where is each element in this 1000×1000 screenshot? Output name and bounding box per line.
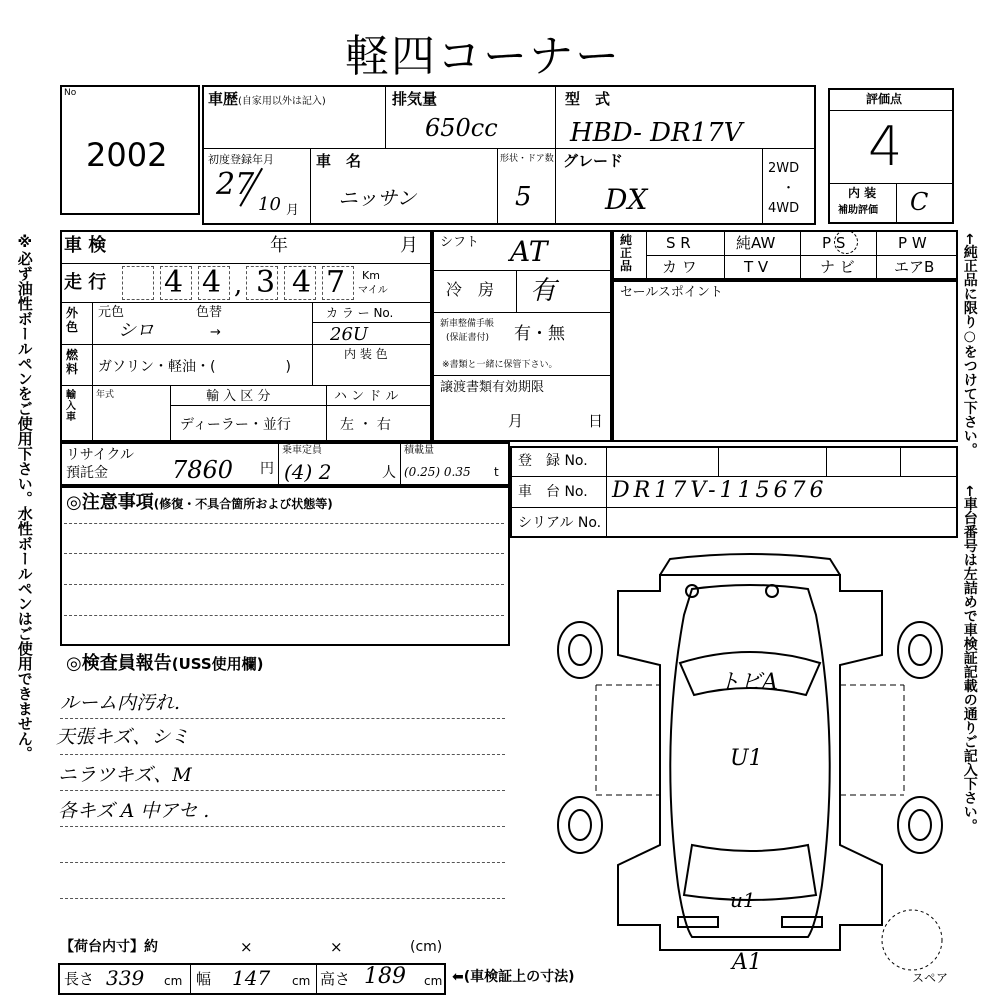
fuel-value[interactable]: ガソリン・軽油・( ) — [98, 359, 291, 375]
sales-points-box — [612, 280, 958, 442]
sales-points-label: セールスポイント — [620, 285, 723, 300]
handle-label: ハ ン ド ル — [334, 389, 399, 404]
equip-pw[interactable]: P W — [898, 234, 927, 252]
drive-4wd[interactable]: 4WD — [768, 201, 800, 216]
first-reg-label: 初度登録年月 — [208, 153, 274, 166]
color-no-value[interactable]: 26U — [330, 324, 369, 345]
diagram-roof-mark[interactable]: トビA — [718, 670, 778, 695]
cargo-cm: (cm) — [410, 939, 443, 955]
inspector-line-1[interactable]: ルーム内汚れ. — [60, 692, 181, 714]
capacity-unit: 人 — [382, 465, 396, 481]
import-category-label: 輸 入 区 分 — [206, 389, 271, 404]
cargo-note: ⬅(車検証上の寸法) — [452, 969, 575, 985]
manual-note: ※書類と一緒に保管下さい。 — [442, 360, 558, 370]
outer-color-label: 外色 — [66, 306, 79, 335]
recycle-unit: 円 — [260, 461, 274, 477]
equip-airbag[interactable]: エアB — [894, 258, 935, 276]
history-label: 車歴(自家用以外は記入) — [208, 90, 326, 108]
load-unit: t — [494, 465, 499, 479]
cargo-x2: × — [330, 938, 343, 956]
inspection-month-unit: 月 — [400, 235, 418, 256]
equip-tv[interactable]: T V — [744, 258, 769, 276]
recycle-label-2: 預託金 — [66, 465, 108, 481]
cargo-width[interactable]: 147 — [232, 966, 271, 990]
mileage-unit-km: Km — [362, 269, 380, 282]
equip-ps-circle — [834, 230, 858, 254]
mileage-digit-2[interactable]: 4 — [202, 265, 222, 300]
notes-title: ◎注意事項(修復・不具合箇所および状態等) — [66, 492, 333, 513]
shift-label: シフト — [440, 235, 480, 250]
interior-score-label-2: 補助評価 — [838, 205, 878, 216]
mileage-digit-4[interactable]: 4 — [292, 265, 312, 300]
inspector-line-4[interactable]: 各キズ A 中アセ . — [58, 800, 210, 822]
doors-value[interactable]: 5 — [515, 182, 532, 212]
left-side-note: ※必ず油性ボールペンをご使用下さい。水性ボールペンはご使用できません。 — [15, 233, 34, 761]
displacement-value[interactable]: 650cc — [425, 114, 498, 142]
right-side-note-1: ←純正品に限り○をつけて下さい。 — [961, 233, 978, 457]
mileage-comma: , — [234, 270, 243, 300]
cargo-length-label: 長さ — [64, 970, 95, 988]
equip-ps[interactable]: P S — [822, 234, 846, 252]
orig-color-value[interactable]: シロ — [118, 320, 154, 341]
lot-label: No — [64, 88, 77, 98]
transfer-docs-day: 日 — [588, 412, 604, 430]
load-label: 積載量 — [404, 445, 434, 456]
inspection-label: 車 検 — [64, 235, 107, 256]
score-label: 評価点 — [866, 92, 903, 106]
recycle-value[interactable]: 7860 — [172, 456, 234, 484]
mileage-label: 走 行 — [64, 272, 107, 293]
cargo-height-label: 高さ — [320, 970, 351, 988]
cargo-height-unit: cm — [424, 974, 443, 988]
model-code-label: 型 式 — [565, 90, 611, 108]
recycle-label-1: リサイクル — [66, 447, 135, 463]
fuel-label: 燃料 — [66, 348, 79, 377]
chassis-value[interactable]: DR17V-115676 — [612, 478, 828, 503]
change-color-value[interactable]: → — [210, 325, 221, 340]
manual-label-2: (保証書付) — [446, 333, 490, 343]
car-name-label: 車 名 — [316, 152, 362, 170]
cargo-width-label: 幅 — [196, 970, 212, 988]
inspector-line-2[interactable]: 天張キズ、シミ — [56, 726, 190, 748]
inspector-title: ◎検査員報告(USS使用欄) — [66, 653, 264, 674]
mid-left-box — [60, 230, 432, 442]
load-value[interactable]: (0.25) 0.35 — [404, 465, 471, 479]
mileage-digit-1[interactable]: 4 — [164, 265, 184, 300]
interior-score-label-1: 内 装 — [848, 186, 877, 200]
cargo-length-unit: cm — [164, 974, 183, 988]
first-reg-month-unit: 月 — [286, 203, 300, 218]
cargo-length[interactable]: 339 — [106, 966, 145, 990]
inspection-year-unit: 年 — [270, 235, 288, 256]
import-label: 輸入車 — [66, 390, 76, 423]
orig-color-label: 元色 — [98, 305, 125, 320]
diagram-rear-mark[interactable]: A1 — [732, 950, 762, 975]
change-color-label: 色替 — [196, 305, 223, 320]
manual-label-1: 新車整備手帳 — [440, 319, 495, 329]
diagram-bottom-mark[interactable]: u1 — [730, 888, 756, 912]
color-no-label: カ ラ ー No. — [326, 306, 394, 320]
mileage-unit-mile: マイル — [358, 285, 388, 296]
grade-label: グレード — [563, 152, 624, 170]
diagram-middle-mark[interactable]: U1 — [730, 746, 763, 771]
serial-label: シリアル No. — [518, 515, 602, 531]
cargo-width-unit: cm — [292, 974, 311, 988]
cargo-header: 【荷台内寸】約 — [60, 939, 158, 955]
equip-navi[interactable]: ナ ビ — [820, 258, 855, 276]
score-value[interactable]: 4 — [868, 115, 903, 178]
grade-value[interactable]: DX — [605, 183, 648, 216]
equipment-label: 純正品 — [620, 233, 633, 274]
ac-value[interactable]: 有 — [530, 276, 557, 306]
capacity-label: 乗車定員 — [282, 445, 322, 456]
mileage-digit-5[interactable]: 7 — [326, 265, 346, 300]
drive-2wd[interactable]: 2WD — [768, 161, 800, 176]
transfer-docs-label: 譲渡書類有効期限 — [440, 380, 545, 395]
import-category-value[interactable]: ディーラー・並行 — [180, 417, 291, 433]
cargo-x1: × — [240, 938, 253, 956]
model-code-value[interactable]: HBD- DR17V — [570, 118, 743, 148]
capacity-value[interactable]: (4) 2 — [284, 460, 332, 484]
doors-label: 形状・ドア数 — [500, 154, 554, 164]
handle-value[interactable]: 左 ・ 右 — [340, 417, 391, 433]
right-side-note-2: ←車台番号は左詰めで車検証記載の通りご記入下さい。 — [961, 485, 978, 833]
import-year-label: 年式 — [96, 390, 115, 400]
first-reg-year[interactable]: 27 — [216, 167, 255, 202]
manual-value[interactable]: 有・無 — [514, 324, 565, 344]
drive-dot: ・ — [782, 181, 796, 196]
ac-label: 冷 房 — [446, 280, 495, 299]
inspector-line-3[interactable]: ニラツキズ、M — [58, 764, 192, 786]
equip-leather[interactable]: カ ワ — [662, 258, 697, 276]
mileage-digit-3[interactable]: 3 — [256, 265, 276, 300]
lot-number[interactable]: 2002 — [86, 136, 168, 174]
shift-value[interactable]: AT — [510, 235, 548, 268]
diagram-spare-label: スペア — [912, 971, 949, 985]
chassis-label: 車 台 No. — [518, 484, 588, 500]
interior-score-value[interactable]: C — [910, 188, 929, 216]
first-reg-month[interactable]: 10 — [258, 194, 281, 215]
transfer-docs-month: 月 — [508, 412, 524, 430]
interior-color-label: 内 装 色 — [344, 347, 388, 361]
car-name-value[interactable]: ニッサン — [338, 186, 417, 210]
cargo-height[interactable]: 189 — [364, 964, 406, 989]
registration-label: 登 録 No. — [518, 453, 588, 469]
page-title: 軽四コーナー — [345, 31, 621, 82]
displacement-label: 排気量 — [392, 90, 438, 108]
equip-aw[interactable]: 純AW — [736, 234, 776, 252]
equip-sr[interactable]: S R — [666, 234, 691, 252]
